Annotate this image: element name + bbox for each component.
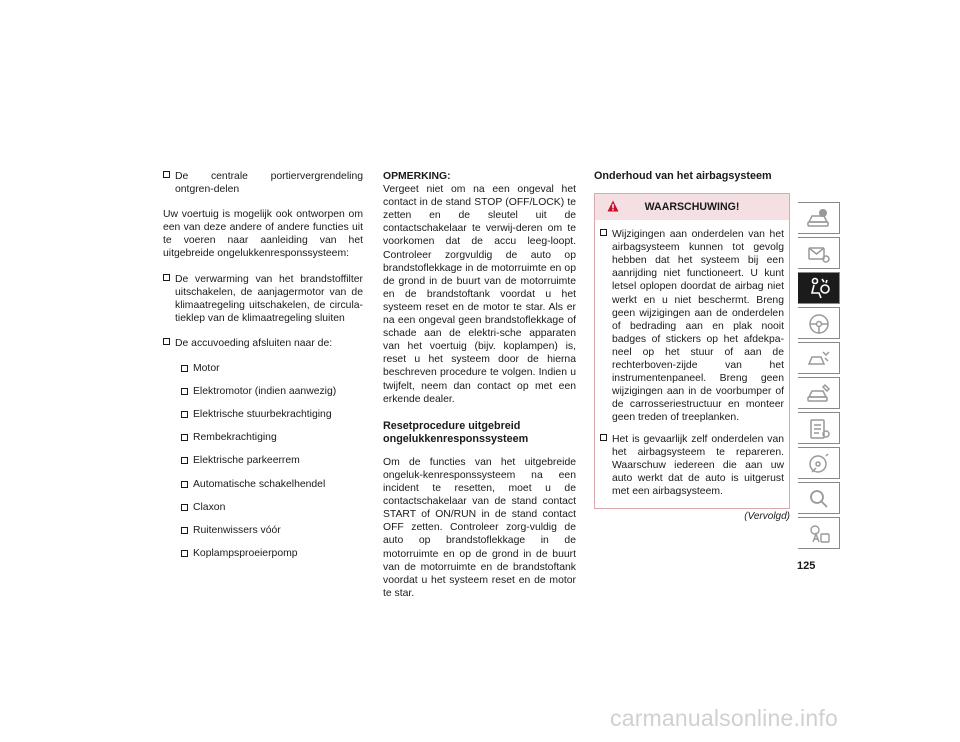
list-item [163, 273, 363, 325]
tab-starting-driving[interactable] [798, 307, 840, 339]
left-column [163, 170, 363, 570]
note-label: OPMERKING: [383, 171, 451, 182]
checkbox-bullet-icon [600, 434, 607, 441]
sub-list-item [181, 547, 363, 560]
checkbox-bullet-icon [163, 274, 170, 281]
checkbox-bullet-icon [181, 550, 188, 557]
seat-airbag-icon [806, 277, 832, 301]
continued-label: (Vervolgd) [744, 510, 790, 522]
checkbox-bullet-icon [181, 365, 188, 372]
tab-language[interactable] [798, 517, 840, 549]
checkbox-bullet-icon [181, 481, 188, 488]
sub-item-text: Elektrische parkeerrem [193, 455, 300, 467]
checkbox-bullet-icon [181, 527, 188, 534]
sub-list-item [181, 408, 363, 421]
sub-list-item [181, 524, 363, 537]
search-index-icon [806, 487, 832, 511]
warning-title: WAARSCHUWING! [644, 201, 740, 214]
checkbox-bullet-icon [600, 229, 607, 236]
sub-item-text: Motor [193, 363, 220, 375]
list-item [163, 170, 363, 196]
list-item [600, 228, 784, 424]
tab-multimedia[interactable] [798, 447, 840, 479]
steering-wheel-icon [806, 312, 832, 336]
watermark: carmanualsonline.info [610, 705, 838, 731]
middle-column [383, 170, 576, 612]
page-number: 125 [797, 560, 816, 572]
tab-service[interactable] [798, 377, 840, 409]
section-heading: Resetprocedure uitgebreid ongelukkenresponssysteem [383, 419, 529, 445]
list-item [600, 433, 784, 498]
sub-list-item [181, 362, 363, 375]
sub-list-item [181, 385, 363, 398]
bullet-text: De accuvoeding afsluiten naar de: [175, 337, 333, 349]
checkbox-bullet-icon [181, 388, 188, 395]
tab-specifications[interactable] [798, 412, 840, 444]
checkbox-bullet-icon [163, 338, 170, 345]
tab-car-info[interactable] [798, 202, 840, 234]
sub-list-item [181, 478, 363, 491]
chapter-tabs [798, 202, 842, 552]
sub-item-text: Elektrische stuurbekrachtiging [193, 409, 332, 421]
sub-item-text: Automatische schakelhendel [193, 478, 326, 490]
sub-list-item [181, 501, 363, 514]
sub-list-item [181, 431, 363, 444]
checkbox-bullet-icon [181, 504, 188, 511]
warning-body [595, 220, 789, 508]
warning-triangle-icon [607, 200, 619, 212]
tab-index[interactable] [798, 482, 840, 514]
paragraph: Om de functies van het uitgebreide ongeluk-kenresponssysteem na een incident te resetten, moet u de contactschakelaar van de stand contact START of ON/RUN in de stand contact OFF zetten. Controleer zorg-vuldig de auto op brandstoflekkage in de motorruimte en op de grond in de buurt van de motorruimte en de brandstoftank voordat u het systeem reset en de motor te star. [383, 456, 576, 599]
multimedia-icon [806, 452, 832, 476]
warning-text: Wijzigingen aan onderdelen van het airbagsysteem kunnen tot gevolg hebben dat het systeem bij een aanrijding niet functioneert. U kunt letsel oplopen doordat de airbag niet werkt en u niet beschermt. Breng geen wijzigingen aan de onderdelen of bedrading aan en plak nooit badges of stickers op het afdekpa-neel op het stuur of aan de rechterboven-zijde van het instrumentenpaneel. Breng geen wijzigingen aan in de voorbumper of de carrosseriestructuur en monteer geen treden of treeplanken. [612, 229, 784, 424]
paragraph: Uw voertuig is mogelijk ook ontworpen om een van deze andere of andere functies uit te voeren naar aanleiding van het uitgebreide ongelukkenresponssysteem: [163, 209, 363, 260]
sub-item-text: Koplampsproeierpomp [193, 547, 298, 559]
checkbox-bullet-icon [181, 434, 188, 441]
warning-box [594, 193, 790, 509]
bullet-text: De verwarming van het brandstoffilter uitschakelen, de aanjagermotor van de klimaatregeling uitschakelen, de circula-tieklep van de klimaatregeling sluiten [175, 273, 363, 324]
bullet-text: De centrale portiervergrendeling ontgren-delen [175, 171, 363, 196]
sub-item-text: Rembekrachtiging [193, 432, 277, 444]
specifications-icon [806, 417, 832, 441]
note-text: Vergeet niet om na een ongeval het contact in de stand STOP (OFF/LOCK) te zetten en de sleutel uit de contactschakelaar te verwij-deren om te voorkomen dat de accu leeg-loopt. Controleer zorgvuldig de auto op brandstoflekkage in de motorruimte en op de grond in de buurt van de motorruimte en de brandstoftank voordat u het systeem reset en de motor te star. Als er na een ongeval geen brandstoflekkage of schade aan de elektri-sche apparaten van het voertuig (bijv. koplampen) is, reset u het systeem door de hierna beschreven procedure te volgen. Indien u twijfelt, neem dan contact op met een erkende dealer. [383, 184, 576, 405]
car-info-icon [806, 207, 832, 231]
tab-safety[interactable] [798, 272, 840, 304]
sub-item-text: Ruitenwissers vóór [193, 524, 281, 536]
sub-item-text: Elektromotor (indien aanwezig) [193, 386, 337, 398]
checkbox-bullet-icon [163, 171, 170, 178]
tab-emergency[interactable] [798, 342, 840, 374]
sub-item-text: Claxon [193, 501, 226, 513]
section-heading: Onderhoud van het airbagsysteem [594, 170, 772, 182]
tab-dashboard-message[interactable] [798, 237, 840, 269]
sub-list-item [181, 454, 363, 467]
dashboard-message-icon [806, 242, 832, 266]
car-service-icon [806, 382, 832, 406]
checkbox-bullet-icon [181, 411, 188, 418]
warning-text: Het is gevaarlijk zelf onderdelen van het airbagsysteem te repareren. Waarschuw iedereen die aan uw auto werkt dat de auto is uitgerust met een airbagsysteem. [612, 433, 784, 497]
warning-header [595, 194, 789, 220]
list-item [163, 337, 363, 350]
right-column [594, 170, 790, 523]
language-icon [806, 522, 832, 546]
car-crash-icon [806, 347, 832, 371]
checkbox-bullet-icon [181, 457, 188, 464]
